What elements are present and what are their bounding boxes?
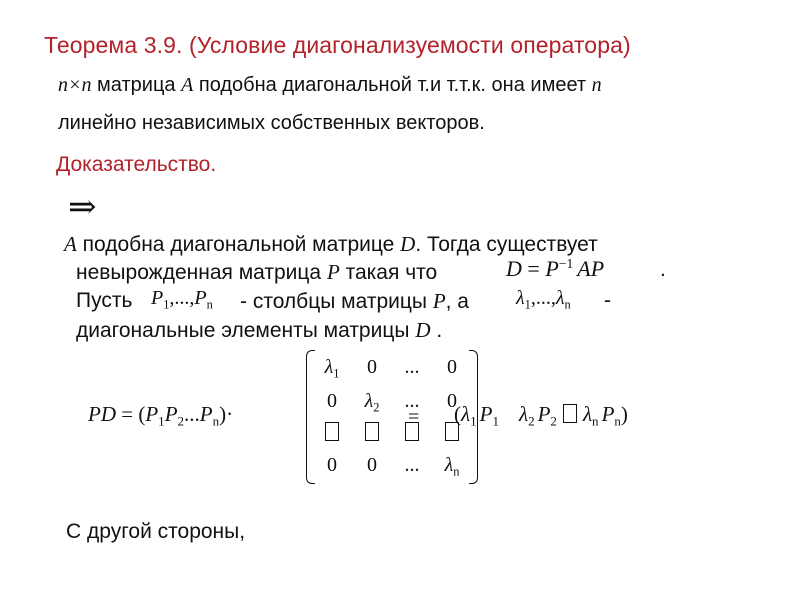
proof-dash: - [604, 289, 611, 312]
formula-ap: AP [577, 256, 605, 282]
statement-text: подобна диагональной т.и т.т.к. она имеет [193, 74, 592, 96]
subscript: n [453, 464, 460, 479]
lambda-n: λ [582, 402, 593, 426]
lambda-1: λ [461, 402, 471, 426]
proof-text: подобна диагональной матрице [76, 233, 401, 256]
subscript: 1 [333, 366, 340, 381]
p1: P [479, 402, 493, 426]
lambda-1: λ [324, 356, 334, 378]
p2: P [537, 402, 551, 426]
close-paren: ) [219, 402, 227, 426]
proof-text: , а [445, 290, 469, 313]
subscript: n [206, 297, 213, 312]
subscript: 1 [492, 413, 499, 429]
proof-text: . Тогда существует [415, 233, 598, 256]
equation-rhs [454, 402, 628, 430]
matrix-cell: 0 [327, 454, 337, 476]
matrix-cell: 0 [447, 390, 457, 412]
close-paren: ) [620, 402, 628, 426]
subscript: 2 [177, 413, 185, 429]
dimension-expr: n×n [58, 74, 92, 96]
column-pn: P [194, 287, 207, 309]
missing-glyph-icon [354, 422, 390, 445]
formula-eq: = [521, 256, 546, 282]
matrix-a-symbol: A [64, 232, 77, 256]
ellipsis: ,..., [530, 287, 556, 309]
matrix-p-symbol: P [432, 289, 446, 313]
missing-glyph-icon [314, 422, 350, 445]
matrix-cell: 0 [367, 356, 377, 378]
proof-text: диагональные элементы матрицы [76, 319, 416, 342]
lambda-1: λ [516, 287, 525, 309]
subscript: 1 [158, 413, 165, 429]
matrix-cell: 0 [447, 356, 457, 378]
proof-line-3-cont [240, 289, 469, 314]
formula-inverse-sup: −1 [558, 256, 574, 271]
ellipsis: ... [184, 402, 200, 426]
lambda-2: λ [518, 402, 529, 426]
statement-line-2: линейно независимых собственных векторов. [58, 112, 485, 134]
subscript: 2 [528, 413, 535, 429]
proof-text: . [430, 319, 443, 342]
matrix-cell: ... [404, 356, 420, 378]
ellipsis: ,..., [169, 287, 195, 309]
formula-p: P [545, 256, 559, 282]
eigenvalues-expr [516, 287, 571, 312]
matrix-d-symbol: D [415, 318, 431, 342]
diagonal-matrix [306, 350, 478, 484]
equals-open: = ( [116, 402, 146, 426]
open-paren: ( [454, 402, 461, 426]
proof-text: - столбцы матрицы [240, 290, 433, 313]
matrix-cell: ... [404, 454, 420, 476]
proof-text: Пусть [76, 289, 133, 312]
formula-d: D [506, 256, 522, 282]
matrix-cell: 0 [367, 454, 377, 476]
closing-text: С другой стороны, [66, 520, 246, 543]
lambda-2: λ [364, 390, 374, 412]
similarity-formula [506, 256, 604, 282]
proof-text: невырожденная матрица [76, 261, 327, 284]
proof-text: такая что [339, 261, 438, 284]
statement-line-1 [58, 74, 602, 97]
proof-line-4 [76, 318, 442, 343]
pn: P [199, 402, 213, 426]
theorem-title: Теорема 3.9. (Условие диагонализуемости оператора) [44, 32, 631, 58]
subscript: n [212, 413, 220, 429]
n-symbol: n [591, 74, 602, 96]
subscript: n [592, 413, 599, 429]
pn: P [601, 402, 615, 426]
subscript: 2 [550, 413, 557, 429]
proof-line-1 [64, 232, 598, 257]
subscript: n [564, 297, 571, 312]
proof-line-2 [76, 260, 437, 285]
subscript: n [614, 413, 621, 429]
statement-text: матрица [91, 74, 182, 96]
matrix-cell [314, 356, 350, 381]
matrix-cell: ... [404, 390, 420, 412]
proof-line-3 [76, 289, 132, 313]
subscript: 2 [373, 400, 380, 415]
matrix-a-symbol: A [181, 74, 194, 96]
matrix-cell [434, 454, 470, 479]
lambda-n: λ [555, 287, 565, 309]
implies-arrow-icon: ⇒ [68, 187, 97, 227]
column-p1: P [151, 287, 164, 309]
matrix-d-symbol: D [400, 232, 416, 256]
p2: P [164, 402, 178, 426]
pd-symbol: PD [88, 402, 116, 426]
proof-label: Доказательство. [56, 153, 217, 176]
equals-sign: = [408, 406, 420, 428]
multiply-dot: · [226, 402, 234, 426]
matrix-p-symbol: P [326, 260, 340, 284]
columns-expr [151, 287, 213, 312]
subscript: 1 [163, 297, 170, 312]
matrix-cell: 0 [327, 390, 337, 412]
missing-glyph-icon [563, 404, 577, 423]
subscript: 1 [470, 413, 477, 429]
formula-period: . [660, 258, 666, 281]
matrix-equation [70, 350, 710, 490]
lambda-n: λ [444, 454, 454, 476]
equation-lhs [88, 402, 233, 430]
subscript: 1 [524, 297, 531, 312]
matrix-cell [354, 390, 390, 415]
p1: P [145, 402, 159, 426]
